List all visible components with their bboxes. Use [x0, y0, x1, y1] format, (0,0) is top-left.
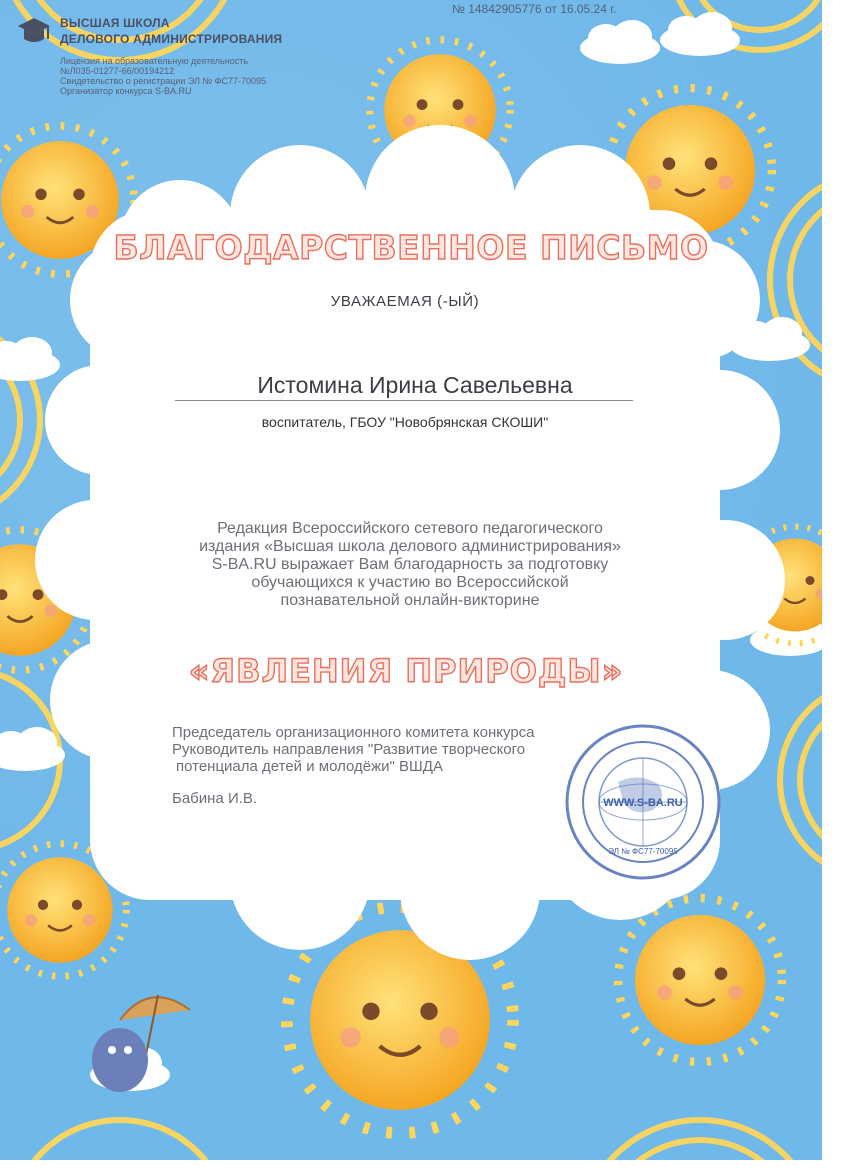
org-name-line1: ВЫСШАЯ ШКОЛА	[60, 16, 170, 30]
signature-line: Руководитель направления "Развитие творческого	[172, 741, 526, 758]
gratitude-text	[145, 520, 675, 610]
quiz-title: «ЯВЛЕНИЯ ПРИРОДЫ»	[188, 652, 624, 690]
certificate-title: БЛАГОДАРСТВЕННОЕ ПИСЬМО	[113, 228, 709, 267]
body-line: обучающихся к участию во Всероссийской	[251, 574, 569, 591]
signer-name: Бабина И.В.	[172, 790, 258, 807]
body-line: издания «Высшая школа делового администрирования»	[199, 538, 621, 555]
org-name-line2: ДЕЛОВОГО АДМИНИСТРИРОВАНИЯ	[60, 32, 283, 46]
organization-header	[14, 12, 354, 112]
greeting: УВАЖАЕМАЯ (-ЫЙ)	[330, 293, 480, 310]
signature-line: потенциала детей и молодёжи" ВШДА	[176, 758, 443, 775]
stamp-registration: ЭЛ № ФС77-70095	[608, 847, 678, 856]
organizer-line: Организатор конкурса S-BA.RU	[60, 86, 192, 96]
document-number: № 14842905776 от 16.05.24 г.	[452, 2, 617, 16]
recipient-position: воспитатель, ГБОУ "Новобрянская СКОШИ"	[261, 414, 549, 430]
signature-block	[172, 724, 612, 775]
stamp-url: WWW.S-BA.RU	[603, 797, 683, 809]
graduation-cap-logo-icon	[14, 12, 54, 52]
body-line: Редакция Всероссийского сетевого педагогического	[217, 520, 603, 537]
license-line: Лицензия на образовательную деятельность	[60, 56, 249, 66]
body-line: S-BA.RU выражает Вам благодарность за подготовку	[211, 556, 609, 573]
official-stamp-icon	[563, 722, 723, 882]
registration-line: Свидетельство о регистрации ЭЛ № ФС77-70095	[60, 76, 267, 86]
license-number: №Л035-01277-66/00194212	[60, 66, 175, 76]
recipient-name: Истомина Ирина Савельевна	[257, 372, 573, 398]
signature-line: Председатель организационного комитета конкурса	[172, 724, 535, 741]
body-line: познавательной онлайн-викторине	[280, 592, 540, 609]
recipient-underline	[175, 400, 633, 401]
